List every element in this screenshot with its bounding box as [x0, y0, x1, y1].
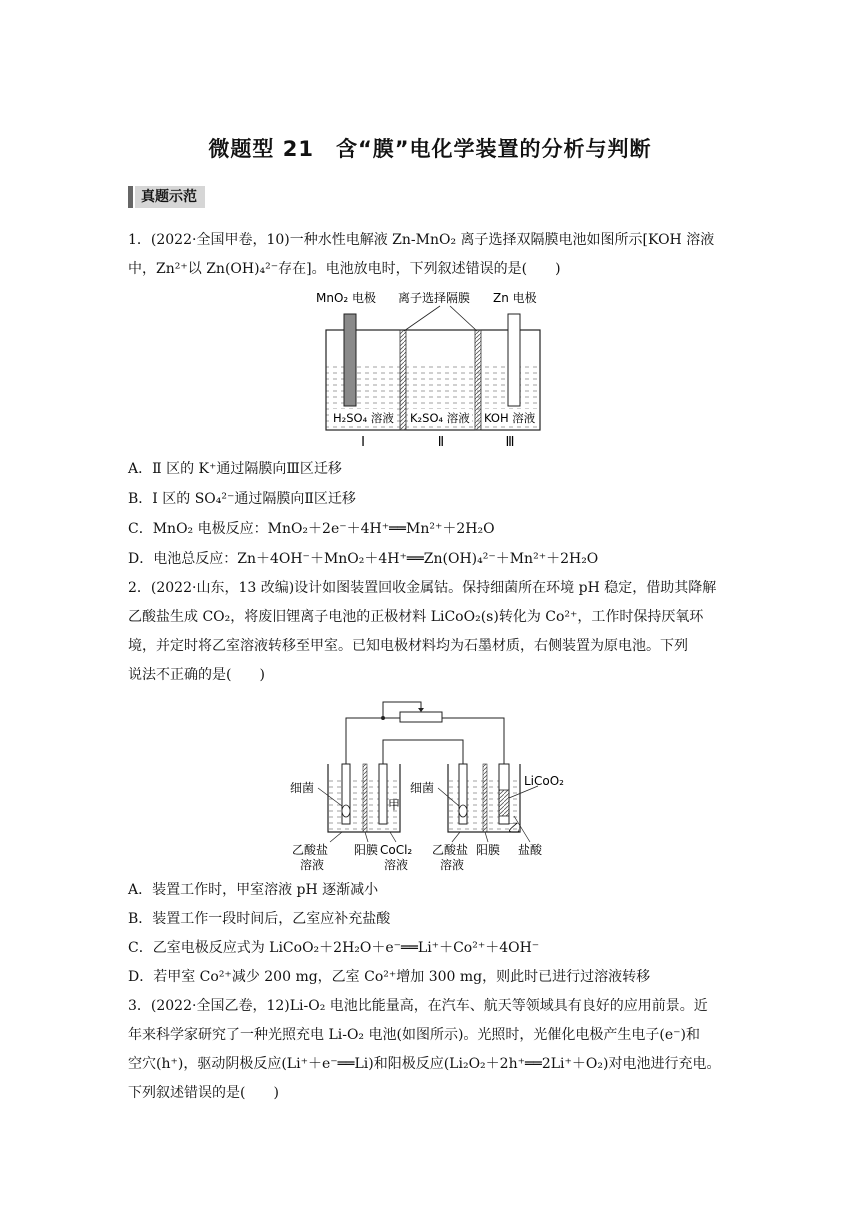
q1-zone-2: Ⅱ	[437, 435, 445, 450]
q1-label-koh: KOH 溶液	[484, 411, 536, 425]
q2-cobalt-recovery-figure	[280, 694, 590, 872]
q1-option-a: A．Ⅱ 区的 K⁺通过隔膜向Ⅲ区迁移	[128, 461, 342, 477]
q2-stem-line2: 乙酸盐生成 CO₂，将废旧锂离子电池的正极材料 LiCoO₂(s)转化为 Co²⁺，工作时保持厌氧环	[128, 609, 704, 625]
q2-label-licoo2: LiCoO₂	[524, 774, 564, 788]
page-title: 微题型 21 含“膜”电化学装置的分析与判断	[208, 137, 652, 161]
q2-label-cocl2-solution: 溶液	[384, 858, 409, 872]
q2-label-acetate-right-1: 乙酸盐	[432, 843, 469, 857]
q1-label-k2so4: K₂SO₄ 溶液	[410, 411, 470, 425]
q3-stem-line3: 空穴(h⁺)，驱动阴极反应(Li⁺＋e⁻══Li)和阳极反应(Li₂O₂＋2h⁺══2Li⁺＋O₂)对电池进行充电。	[128, 1056, 721, 1072]
q2-rheostat	[400, 712, 442, 722]
section-label: 真题示范	[135, 186, 205, 208]
q1-membrane-right	[475, 330, 481, 430]
q2-left-membrane	[363, 764, 367, 832]
q2-option-d: D．若甲室 Co²⁺减少 200 mg，乙室 Co²⁺增加 300 mg，则此时已进行过溶液转移	[128, 969, 651, 985]
q2-stem-line4: 说法不正确的是( )	[128, 667, 265, 683]
q2-label-acetate-left-1: 乙酸盐	[292, 843, 329, 857]
q1-label-mno2: MnO₂ 电极	[316, 291, 377, 305]
q1-label-h2so4: H₂SO₄ 溶液	[333, 411, 394, 425]
q1-zn-electrode	[508, 314, 520, 406]
q1-stem-line1: 1．(2022·全国甲卷，10)一种水性电解液 Zn-MnO₂ 离子选择双隔膜电池如图所示[KOH 溶液	[128, 232, 715, 248]
q2-option-b: B．装置工作一段时间后，乙室应补充盐酸	[128, 911, 391, 927]
q2-label-membrane-left: 阳膜	[354, 843, 379, 857]
q2-label-membrane-right: 阳膜	[476, 843, 501, 857]
q3-stem-line2: 年来科学家研究了一种光照充电 Li-O₂ 电池(如图所示)。光照时，光催化电极产生电子(e⁻)和	[128, 1027, 701, 1043]
q2-right-membrane	[483, 764, 487, 832]
q2-option-a: A．装置工作时，甲室溶液 pH 逐渐减小	[128, 882, 379, 898]
q1-membrane-left	[400, 330, 406, 430]
q1-label-zn: Zn 电极	[493, 291, 537, 305]
q1-option-c: C．MnO₂ 电极反应：MnO₂＋2e⁻＋4H⁺══Mn²⁺＋2H₂O	[128, 521, 495, 537]
q3-stem-line4: 下列叙述错误的是( )	[128, 1085, 279, 1101]
q1-stem-line2: 中，Zn²⁺以 Zn(OH)₄²⁻存在]。电池放电时，下列叙述错误的是( )	[128, 261, 561, 277]
q2-inner-wire	[383, 740, 463, 764]
section-bar	[128, 186, 133, 208]
q2-label-jia: 甲	[388, 798, 401, 812]
q1-mno2-electrode	[344, 314, 356, 406]
q1-option-d: D．电池总反应：Zn＋4OH⁻＋MnO₂＋4H⁺══Zn(OH)₄²⁻＋Mn²⁺＋2H₂O	[128, 551, 599, 567]
q3-stem-line1: 3．(2022·全国乙卷，12)Li-O₂ 电池比能量高，在汽车、航天等领域具有良好的应用前景。近	[128, 998, 708, 1014]
q2-option-c: C．乙室电极反应式为 LiCoO₂＋2H₂O＋e⁻══Li⁺＋Co²⁺＋4OH⁻	[128, 940, 540, 956]
q1-zone-1: Ⅰ	[361, 435, 365, 450]
section-header	[128, 186, 205, 208]
q2-stem-line3: 境，并定时将乙室溶液转移至甲室。已知电极材料均为石墨材质，右侧装置为原电池。下列	[128, 638, 688, 654]
q2-label-acetate-left-2: 溶液	[300, 858, 325, 872]
q2-label-bacteria-left: 细菌	[290, 781, 315, 795]
q2-label-acetate-right-2: 溶液	[440, 858, 465, 872]
q1-zone-3: Ⅲ	[505, 435, 515, 450]
q2-label-bacteria-right: 细菌	[410, 781, 435, 795]
q2-label-cocl2: CoCl₂	[380, 843, 413, 857]
q2-label-yi: 乙	[508, 821, 521, 835]
q2-label-hcl: 盐酸	[518, 843, 543, 857]
q1-option-b: B．Ⅰ 区的 SO₄²⁻通过隔膜向Ⅱ区迁移	[128, 491, 356, 507]
q1-battery-figure	[300, 286, 560, 452]
q2-stem-line1: 2．(2022·山东，13 改编)设计如图装置回收金属钴。保持细菌所在环境 pH 稳定，借助其降解	[128, 580, 717, 596]
q2-outer-wire	[346, 718, 504, 764]
q1-label-membrane: 离子选择隔膜	[398, 291, 471, 305]
q2-jia-electrode	[379, 764, 387, 824]
